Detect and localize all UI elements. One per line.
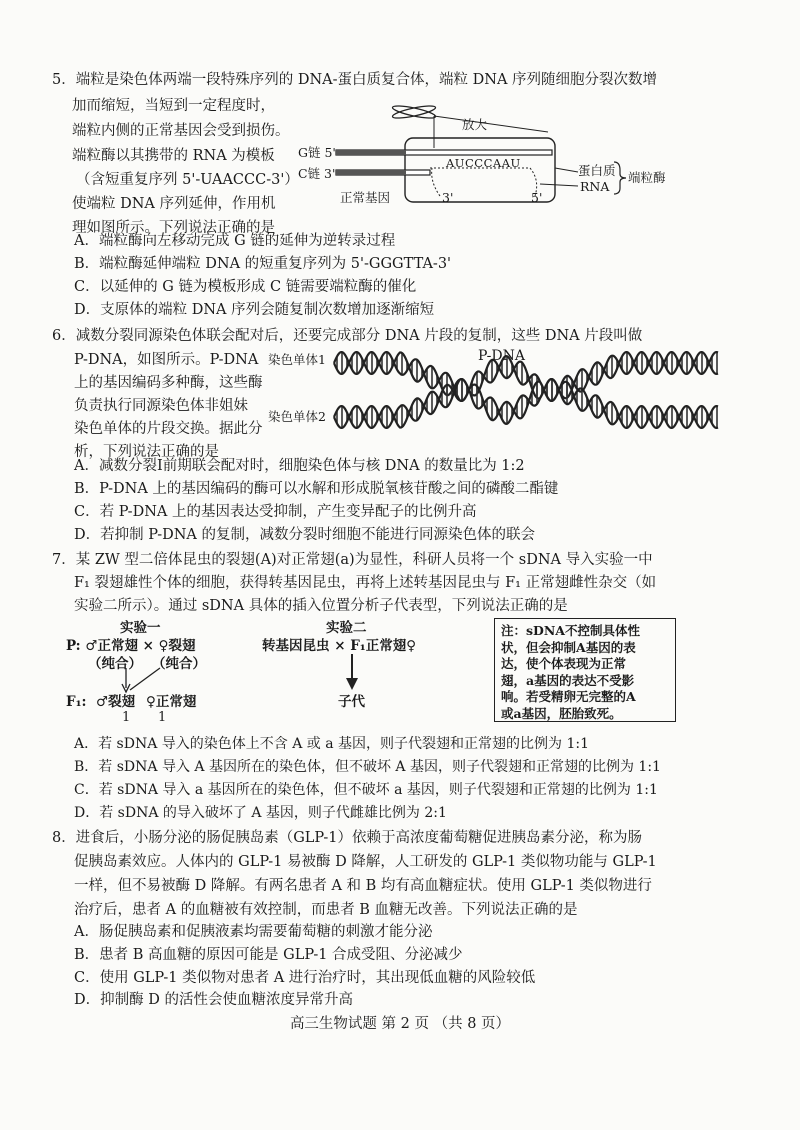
q7-option-a: A．若 sDNA 导入的染色体上不含 A 或 a 基因，则子代裂翅和正常翅的比例为 1:1	[74, 736, 590, 752]
q6-line: 负责执行同源染色体非姐妹	[74, 398, 248, 414]
q5-option-b: B．端粒酶延伸端粒 DNA 的短重复序列为 5'-GGGTTA-3'	[74, 256, 452, 272]
exp1-ratio: 1	[122, 710, 131, 725]
normal-gene-label: 正常基因	[340, 190, 391, 205]
exp2-offspring: 子代	[338, 694, 365, 710]
q8-line: 一样，但不易被酶 D 降解。有两名患者 A 和 B 均有高血糖症状。使用 GLP-1 类似物进行	[74, 878, 652, 894]
exp1-pure: （纯合）	[88, 656, 142, 672]
exp1-f1-normal: ♀正常翅	[146, 694, 197, 710]
note-line: 翅，a基因的表达不受影	[501, 672, 635, 688]
magnify-label: 放大	[462, 117, 488, 132]
q7-option-d: D．若 sDNA 的导入破坏了 A 基因，则子代雌雄比例为 2:1	[74, 805, 447, 821]
q7-line: 实验二所示）。通过 sDNA 具体的插入位置分析子代表型，下列说法正确的是	[74, 598, 568, 614]
q6-option-a: A．减数分裂Ⅰ前期联会配对时，细胞染色体与核 DNA 的数量比为 1:2	[74, 458, 525, 474]
exp2-title: 实验二	[326, 620, 367, 636]
note-line: 达，使个体表现为正常	[501, 656, 627, 671]
protein-label: 蛋白质	[578, 163, 616, 178]
q7-option-c: C．若 sDNA 导入 a 基因所在的染色体，但不破坏 a 基因，则子代裂翅和正常翅的比例为 1:1	[74, 782, 658, 798]
g-chain-label: G链 5'	[298, 145, 336, 160]
q5-line: （含短重复序列 5'-UAACCC-3'）	[76, 172, 299, 188]
q5-option-d: D．支原体的端粒 DNA 序列会随复制次数增加逐渐缩短	[74, 302, 435, 318]
five-prime-label: 5'	[531, 190, 543, 205]
exp1-title: 实验一	[120, 620, 161, 636]
q6-line: 上的基因编码多种酶，这些酶	[74, 375, 263, 391]
exp1-parents: P: ♂正常翅 × ♀裂翅	[66, 638, 196, 654]
q5-option-a: A．端粒酶向左移动完成 G 链的延伸为逆转录过程	[74, 233, 396, 249]
q6-option-d: D．若抑制 P-DNA 的复制，减数分裂时细胞不能进行同源染色体的联会	[74, 527, 535, 543]
rna-label: RNA	[580, 179, 610, 194]
q5-line: 使端粒 DNA 序列延伸，作用机	[72, 196, 276, 212]
rna-sequence-label: AUCCCAAU	[446, 156, 521, 170]
note-line: 注：sDNA不控制具体性	[501, 623, 641, 638]
q6-line: 析，下列说法正确的是	[74, 444, 219, 460]
q8-option-c: C．使用 GLP-1 类似物对患者 A 进行治疗时，其出现低血糖的风险较低	[74, 970, 536, 986]
q5-line: 5．端粒是染色体两端一段特殊序列的 DNA-蛋白质复合体，端粒 DNA 序列随细胞分裂次数增	[52, 72, 658, 88]
q8-line: 促胰岛素效应。人体内的 GLP-1 易被酶 D 降解，人工研发的 GLP-1 类似物功能与 GLP-1	[74, 854, 657, 870]
note-line: 或a基因，胚胎致死。	[501, 705, 622, 721]
exp2-cross: 转基因昆虫 × F₁正常翅♀	[262, 638, 417, 654]
telomerase-label: 端粒酶	[628, 170, 666, 185]
page-footer: 高三生物试题 第 2 页 （共 8 页）	[289, 1016, 511, 1032]
chromatid-2-label: 染色单体2	[268, 409, 326, 424]
exp1-f1: F₁:	[66, 694, 87, 710]
q5-line: 理如图所示。下列说法正确的是	[72, 220, 275, 236]
q6-line: 染色单体的片段交换。据此分	[74, 421, 263, 437]
exp1-pure: （纯合）	[152, 656, 206, 672]
q5-option-c: C．以延伸的 G 链为模板形成 C 链需要端粒酶的催化	[74, 279, 417, 295]
three-prime-label: 3'	[442, 190, 454, 205]
q8-line: 治疗后，患者 A 的血糖被有效控制，而患者 B 血糖无改善。下列说法正确的是	[74, 902, 578, 918]
exp1-ratio: 1	[158, 710, 167, 725]
note-line: 响。若受精卵无完整的A	[501, 689, 636, 704]
pdna-label: P-DNA	[478, 348, 525, 364]
q6-option-c: C．若 P-DNA 上的基因表达受抑制，产生变异配子的比例升高	[74, 504, 477, 520]
q8-line: 8．进食后，小肠分泌的肠促胰岛素（GLP-1）依赖于高浓度葡萄糖促进胰岛素分泌，称为肠	[52, 830, 643, 846]
q6-option-b: B．P-DNA 上的基因编码的酶可以水解和形成脱氧核苷酸之间的磷酸二酯键	[74, 481, 559, 497]
exp1-f1-split: ♂裂翅	[96, 694, 136, 710]
q8-option-d: D．抑制酶 D 的活性会使血糖浓度异常升高	[74, 992, 353, 1008]
q8-option-b: B．患者 B 高血糖的原因可能是 GLP-1 合成受阻、分泌减少	[74, 947, 463, 963]
q5-line: 端粒酶以其携带的 RNA 为模板	[72, 148, 275, 164]
q6-line: 6．减数分裂同源染色体联会配对后，还要完成部分 DNA 片段的复制，这些 DNA 片段叫做	[52, 328, 643, 344]
note-line: 状，但会抑制A基因的表	[501, 639, 636, 655]
c-chain-label: C链 3'	[298, 166, 336, 181]
chromatid-1-label: 染色单体1	[268, 352, 326, 367]
q5-line: 加而缩短，当短到一定程度时，	[72, 98, 275, 114]
q8-option-a: A．肠促胰岛素和促胰液素均需要葡萄糖的刺激才能分泌	[74, 924, 433, 940]
q5-line: 端粒内侧的正常基因会受到损伤。	[72, 123, 290, 139]
q7-line: 7．某 ZW 型二倍体昆虫的裂翅(A)对正常翅(a)为显性，科研人员将一个 sDNA 导入实验一中	[52, 552, 653, 568]
q6-line: P-DNA，如图所示。P-DNA	[74, 352, 259, 368]
q7-note-box	[494, 618, 676, 722]
q7-line: F₁ 裂翅雄性个体的细胞，获得转基因昆虫，再将上述转基因昆虫与 F₁ 正常翅雌性杂交（如	[74, 575, 657, 591]
q7-option-b: B．若 sDNA 导入 A 基因所在的染色体，但不破坏 A 基因，则子代裂翅和正常翅的比例为 1:1	[74, 759, 661, 775]
